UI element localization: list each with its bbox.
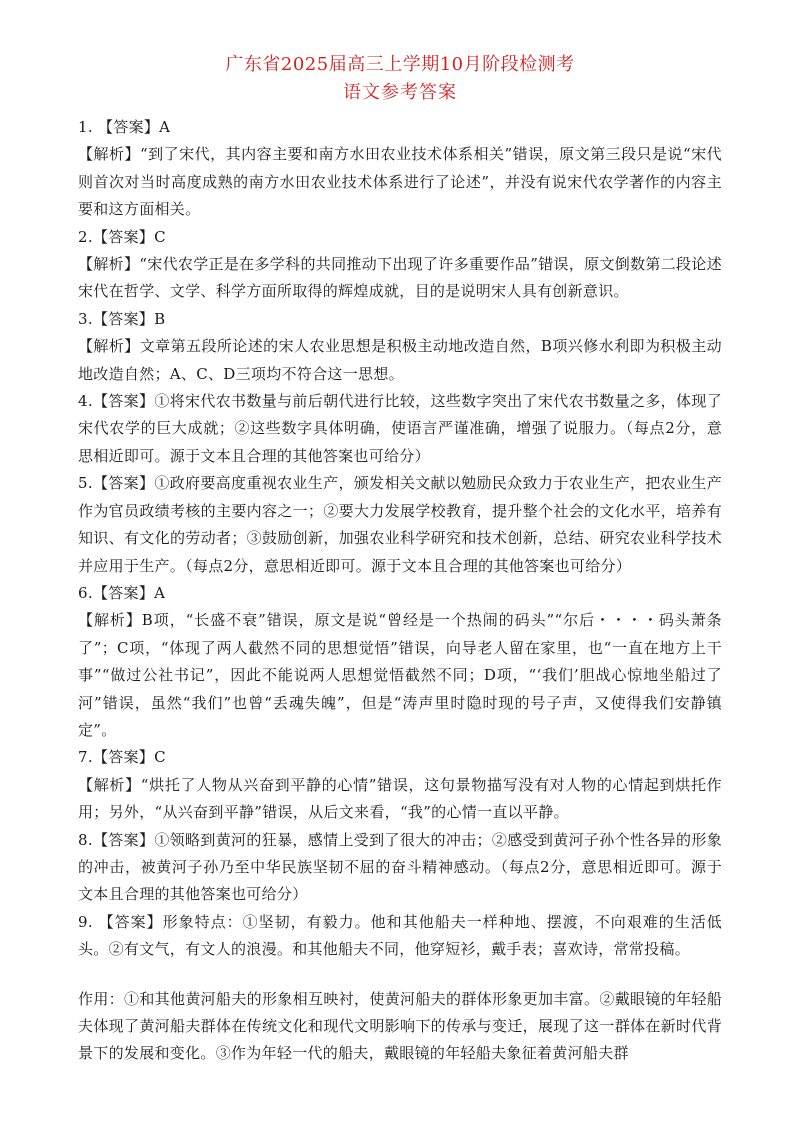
q2-answer: 2.【答案】C bbox=[78, 227, 166, 246]
q6-analysis: 【解析】B项，“长盛不衰”错误，原文是说“曾经是一个热闹的码头”“尔后・・・・码头萧条了”；C项，“体现了两人截然不同的思想觉悟”错误，向导老人留在家里，也“一直在地方上干事”“做过公社书记”，因此不能说两人思想觉悟截然不同；D项，“‘我们’胆战心惊地坐船过了河”错误，虽然“我们”也曾“丢魂失魄”，但是“涛声里时隐时现的号子声，又使得我们安静镇定”。 bbox=[78, 611, 722, 739]
q8-answer: 8.【答案】①领略到黄河的狂暴，感情上受到了很大的冲击；②感受到黄河子孙个性各异的形象的冲击，被黄河子孙乃至中华民族坚韧不屈的奋斗精神感动。（每点2分，意思相近即可。源于文本且合理的其他答案也可给分） bbox=[78, 830, 722, 904]
q1-analysis: 【解析】“到了宋代，其内容主要和南方水田农业技术体系相关”错误，原文第三段只是说“宋代则首次对当时高度成熟的南方水田农业技术体系进行了论述”，并没有说宋代农学著作的内容主要和这方面相关。 bbox=[78, 145, 722, 219]
q9-function: 作用：①和其他黄河船夫的形象相互映衬，使黄河船夫的群体形象更加丰富。②戴眼镜的年轻船夫体现了黄河船夫群体在传统文化和现代文明影响下的传承与变迁，展现了这一群体在新时代背景下的发展和变化。③作为年轻一代的船夫，戴眼镜的年轻船夫象征着黄河船夫群 bbox=[78, 989, 722, 1063]
document-title: 广东省2025届高三上学期10月阶段检测考 bbox=[225, 54, 575, 75]
q9-answer: 9. 【答案】形象特点：①坚韧，有毅力。他和其他船夫一样种地、摆渡，不向艰难的生活低头。②有文气，有文人的浪漫。和其他船夫不同，他穿短衫，戴手表；喜欢诗，常常投稿。 bbox=[78, 912, 722, 959]
q6-answer: 6.【答案】A bbox=[78, 583, 166, 602]
q4-answer: 4.【答案】①将宋代农书数量与前后朝代进行比较，这些数字突出了宋代农书数量之多，体现了宋代农学的巨大成就；②这些数字具体明确，使语言严谨准确，增强了说服力。（每点2分，意思相近即可。源于文本且合理的其他答案也可给分） bbox=[78, 392, 722, 465]
q5-answer: 5.【答案】①政府要高度重视农业生产，颁发相关文献以勉励民众致力于农业生产，把农业生产作为官员政绩考核的主要内容之一；②要大力发展学校教育，提升整个社会的文化水平，培养有知识、有文化的劳动者；③鼓励创新，加强农业科学研究和技术创新，总结、研究农业科学技术并应用于生产。（每点2分，意思相近即可。源于文本且合理的其他答案也可给分） bbox=[78, 474, 722, 575]
q7-analysis: 【解析】“烘托了人物从兴奋到平静的心情”错误，这句景物描写没有对人物的心情起到烘托作用；另外，“从兴奋到平静”错误，从后文来看，“我”的心情一直以平静。 bbox=[78, 775, 722, 822]
q3-analysis: 【解析】文章第五段所论述的宋人农业思想是积极主动地改造自然，B项兴修水利即为积极主动地改造自然；A、C、D三项均不符合这一思想。 bbox=[78, 337, 722, 383]
q3-answer: 3.【答案】B bbox=[78, 309, 166, 328]
document-subtitle: 语文参考答案 bbox=[343, 82, 457, 103]
q1-answer: 1. 【答案】A bbox=[78, 118, 171, 136]
q7-answer: 7.【答案】C bbox=[78, 748, 166, 767]
q2-analysis: 【解析】“宋代农学正是在多学科的共同推动下出现了许多重要作品”错误，原文倒数第二段论述宋代在哲学、文学、科学方面所取得的辉煌成就，目的是说明宋人具有创新意识。 bbox=[78, 255, 722, 301]
paragraph-gap bbox=[78, 964, 722, 986]
